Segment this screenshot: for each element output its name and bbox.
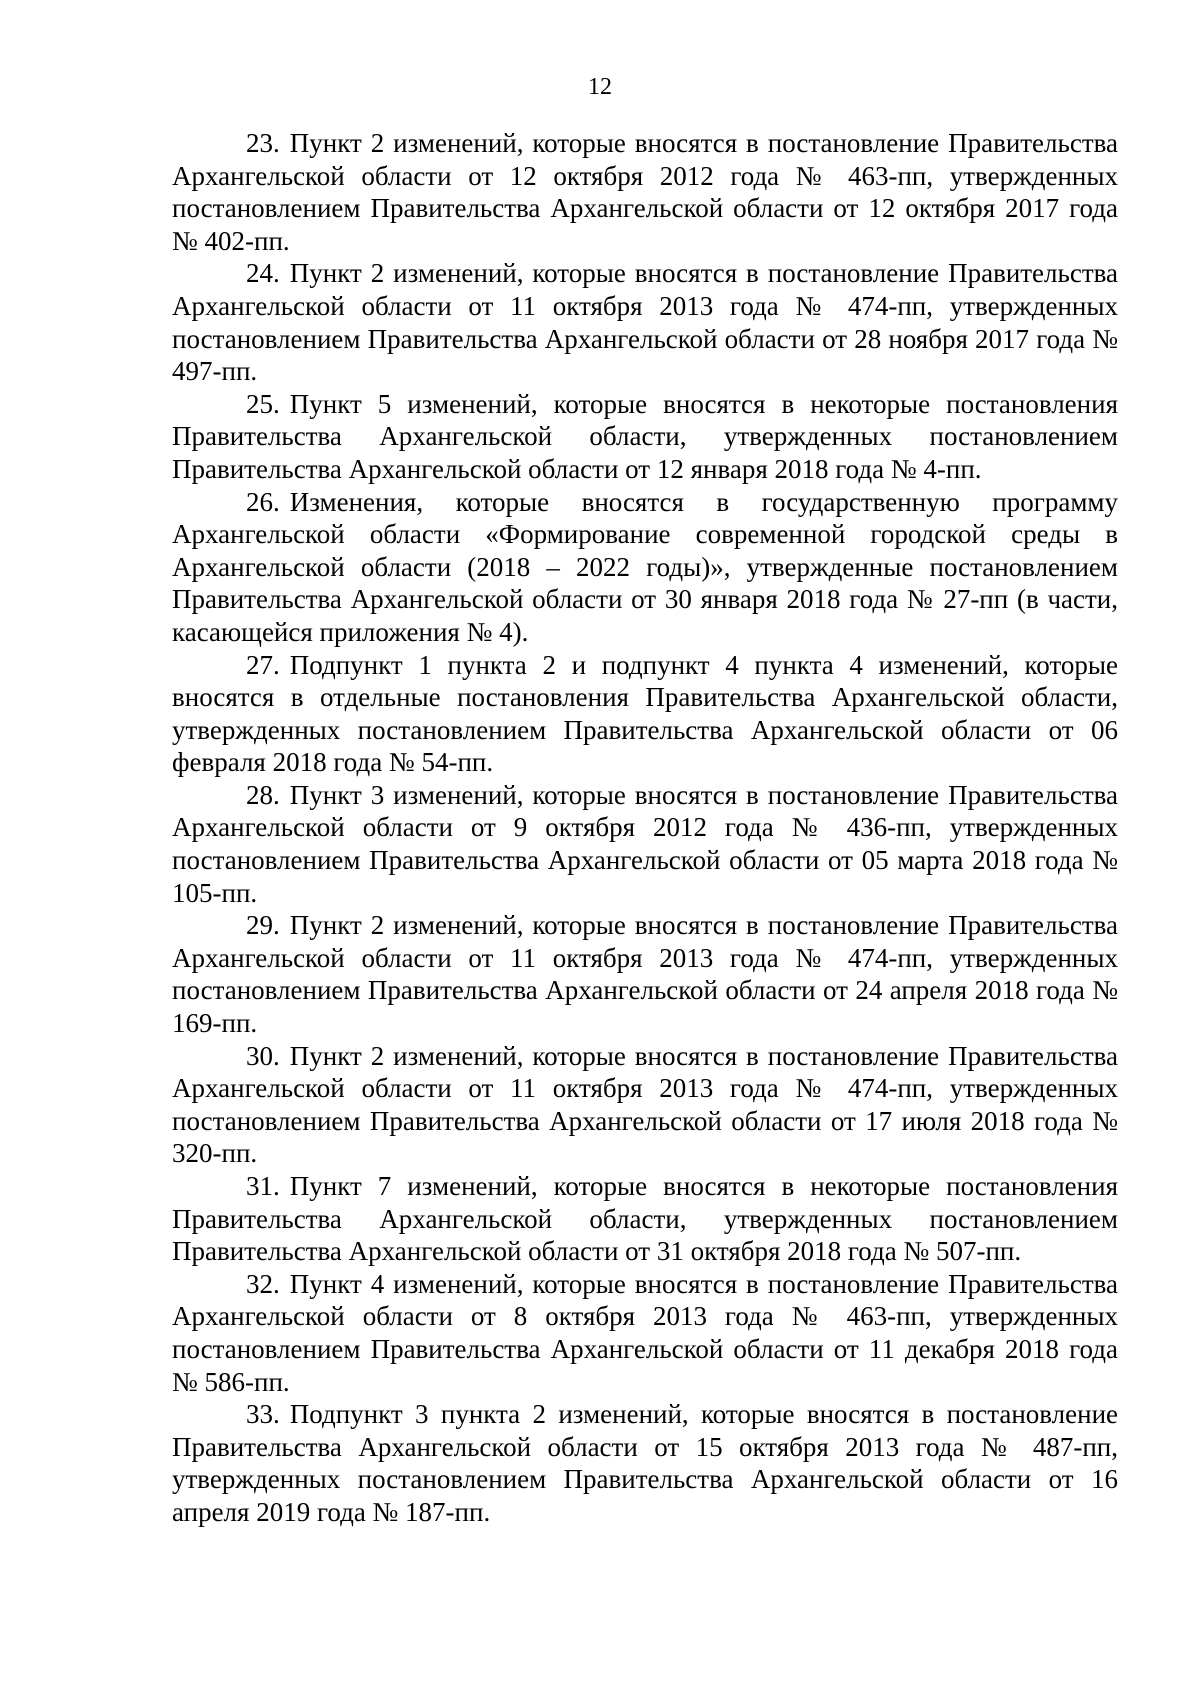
clause-number: 25.	[246, 388, 280, 419]
clause-number: 26.	[246, 486, 280, 517]
clause-number: 30.	[246, 1040, 280, 1071]
clause-text: Пункт 5 изменений, которые вносятся в некоторые постановления Правительства Архангельской области, утвержденных постановлением Правительства Архангельской области от 12 января 2018 года № 4-пп.	[172, 388, 1118, 484]
clause-text: Подпункт 3 пункта 2 изменений, которые вносятся в постановление Правительства Архангельской области от 15 октября 2013 года № 487-пп, утвержденных постановлением Правительства Архангельской области от 16 апреля 2019 года № 187-пп.	[172, 1399, 1118, 1527]
clause-text: Подпункт 1 пункта 2 и подпункт 4 пункта 4 изменений, которые вносятся в отдельные постановления Правительства Архангельской области, утвержденных постановлением Правительства Архангельской области от 06 февраля 2018 года № 54-пп.	[172, 649, 1118, 778]
clause-23	[172, 127, 1118, 257]
clause-text: Пункт 2 изменений, которые вносятся в постановление Правительства Архангельской области от 11 октября 2013 года № 474-пп, утвержденных постановлением Правительства Архангельской области от 24 апреля 2018 года № 169-пп.	[172, 910, 1118, 1039]
clause-number: 29.	[246, 910, 280, 941]
clause-29	[172, 909, 1118, 1039]
clause-text: Пункт 2 изменений, которые вносятся в постановление Правительства Архангельской области от 11 октября 2013 года № 474-пп, утвержденных постановлением Правительства Архангельской области от 17 июля 2018 года № 320-пп.	[172, 1040, 1118, 1169]
clause-number: 31.	[246, 1171, 280, 1201]
clause-text: Пункт 2 изменений, которые вносятся в постановление Правительства Архангельской области от 12 октября 2012 года № 463-пп, утвержденных постановлением Правительства Архангельской области от 12 октября 2017 года № 402-пп.	[172, 128, 1118, 256]
clause-25	[172, 388, 1118, 486]
clause-33	[172, 1398, 1118, 1528]
clause-text: Изменения, которые вносятся в государственную программу Архангельской области «Формирование современной городской среды в Архангельской области (2018 – 2022 годы)», утвержденные постановлением Правительства Архангельской области от 30 января 2018 года № 27-пп (в части, касающейся приложения № 4).	[172, 486, 1118, 647]
clause-text: Пункт 3 изменений, которые вносятся в постановление Правительства Архангельской области от 9 октября 2012 года № 436-пп, утвержденных постановлением Правительства Архангельской области от 05 марта 2018 года № 105-пп.	[172, 779, 1118, 908]
clause-number: 28.	[246, 779, 280, 810]
clause-27	[172, 649, 1118, 779]
clause-text: Пункт 7 изменений, которые вносятся в некоторые постановления Правительства Архангельской области, утвержденных постановлением Правительства Архангельской области от 31 октября 2018 года № 507-пп.	[172, 1171, 1118, 1267]
clause-31	[172, 1170, 1118, 1268]
page-number: 12	[588, 74, 612, 100]
clause-32	[172, 1268, 1118, 1398]
clause-number: 24.	[246, 258, 280, 289]
clause-24	[172, 257, 1118, 387]
clause-number: 27.	[246, 649, 280, 680]
clause-28	[172, 779, 1118, 909]
clause-number: 33.	[246, 1399, 280, 1430]
clause-30	[172, 1040, 1118, 1170]
clause-text: Пункт 2 изменений, которые вносятся в постановление Правительства Архангельской области от 11 октября 2013 года № 474-пп, утвержденных постановлением Правительства Архангельской области от 28 ноября 2017 года № 497-пп.	[172, 258, 1118, 387]
clause-number: 23.	[246, 128, 280, 158]
clause-text: Пункт 4 изменений, которые вносятся в постановление Правительства Архангельской области от 8 октября 2013 года № 463-пп, утвержденных постановлением Правительства Архангельской области от 11 декабря 2018 года № 586-пп.	[172, 1268, 1118, 1397]
document-body	[172, 127, 1118, 1529]
clause-26	[172, 486, 1118, 649]
clause-number: 32.	[246, 1268, 280, 1299]
